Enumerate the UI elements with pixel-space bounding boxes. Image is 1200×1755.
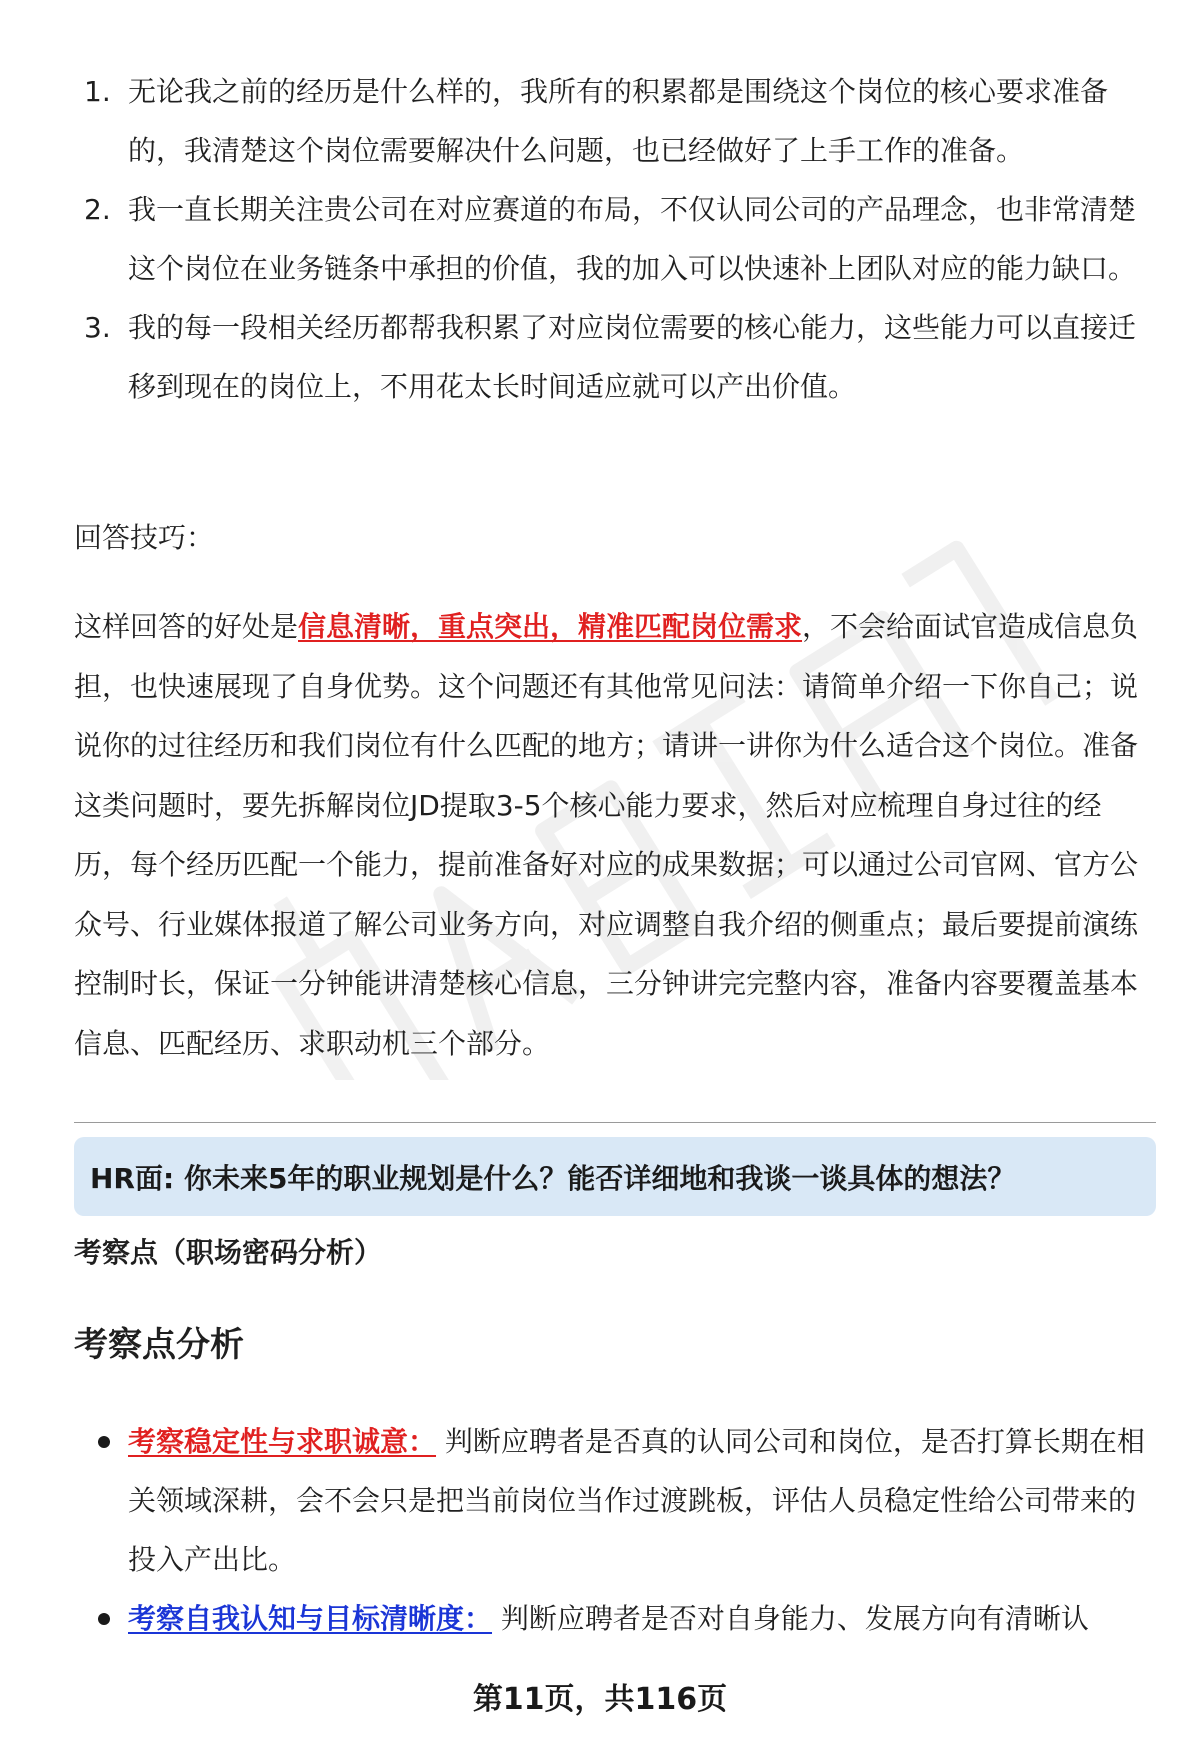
assessment-point — [74, 1589, 1156, 1648]
tips-paragraph — [74, 597, 1156, 1073]
assessment-point-key: 考察自我认知与目标清晰度： — [128, 1602, 493, 1635]
assessment-point — [74, 1412, 1156, 1589]
tips-label: 回答技巧： — [74, 521, 215, 554]
section-title: 考察点分析 — [74, 1325, 244, 1365]
page-number: 第11页，共116页 — [472, 1682, 728, 1717]
assessment-point-key: 考察稳定性与求职诚意： — [128, 1425, 437, 1458]
reason-text: 我一直长期关注贵公司在对应赛道的布局，不仅认同公司的产品理念，也非常清楚这个岗位在业务链条中承担的价值，我的加入可以快速补上团队对应的能力缺口。 — [128, 193, 1137, 285]
reasons-list — [74, 62, 1154, 416]
tips-text-before: 这样回答的好处是 — [74, 610, 299, 643]
reason-number: 2. — [84, 193, 111, 226]
reason-text: 我的每一段相关经历都帮我积累了对应岗位需要的核心能力，这些能力可以直接迁移到现在的岗位上，不用花太长时间适应就可以产出价值。 — [128, 311, 1137, 403]
question-text: HR面: 你未来5年的职业规划是什么？能否详细地和我谈一谈具体的想法？ — [90, 1161, 1016, 1195]
assessment-point-text: 判断应聘者是否对自身能力、发展方向有清晰认 — [492, 1602, 1089, 1635]
reason-text: 无论我之前的经历是什么样的，我所有的积累都是围绕这个岗位的核心要求准备的，我清楚这个岗位需要解决什么问题，也已经做好了上手工作的准备。 — [128, 75, 1109, 167]
question-box — [74, 1137, 1156, 1216]
reason-number: 3. — [84, 311, 111, 344]
assessment-points-list — [74, 1412, 1156, 1648]
tips-text-after: ，不会给面试官造成信息负担，也快速展现了自身优势。这个问题还有其他常见问法：请简单介绍一下你自己；说说你的过往经历和我们岗位有什么匹配的地方；请讲一讲你为什么适合这个岗位。准备这类问题时，要先拆解岗位JD提取3-5个核心能力要求，然后对应梳理自身过往的经历，每个经历匹配一个能力，提前准备好对应的成果数据；可以通过公司官网、官方公众号、行业媒体报道了解公司业务方向，对应调整自我介绍的侧重点；最后要提前演练控制时长，保证一分钟能讲清楚核心信息，三分钟讲完完整内容，准备内容要覆盖基本信息、匹配经历、求职动机三个部分。 — [74, 610, 1139, 1060]
assessment-label: 考察点（职场密码分析） — [74, 1236, 383, 1269]
reason-item — [74, 180, 1154, 298]
reason-item — [74, 62, 1154, 180]
tips-highlight: 信息清晰，重点突出，精准匹配岗位需求 — [298, 610, 803, 643]
section-divider — [74, 1122, 1156, 1123]
bullet-icon — [98, 1436, 110, 1448]
assessment-point-text: 判断应聘者是否真的认同公司和岗位，是否打算长期在相关领域深耕，会不会只是把当前岗位当作过渡跳板，评估人员稳定性给公司带来的投入产出比。 — [128, 1425, 1145, 1576]
reason-number: 1. — [84, 75, 111, 108]
bullet-icon — [98, 1613, 110, 1625]
reason-item — [74, 298, 1154, 416]
